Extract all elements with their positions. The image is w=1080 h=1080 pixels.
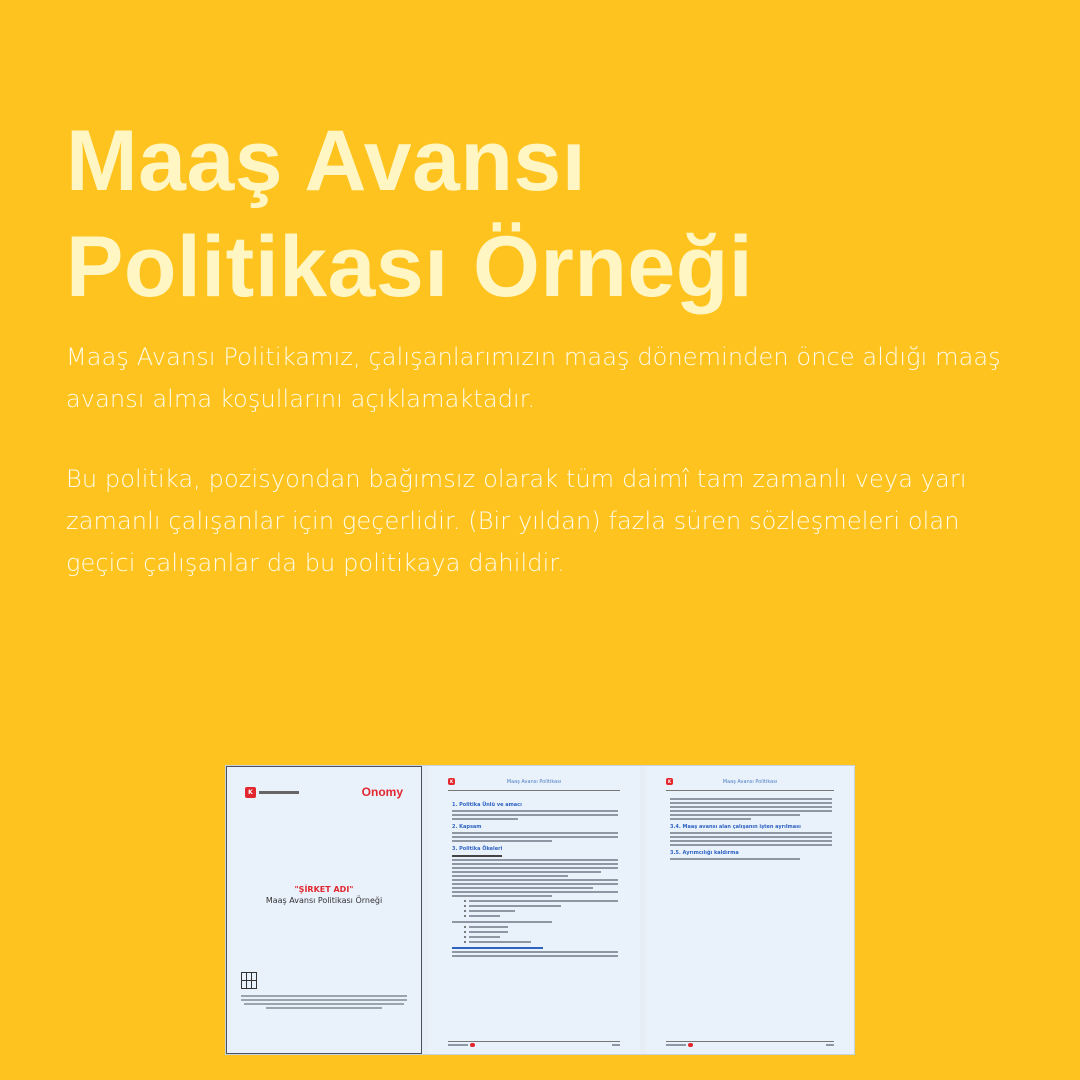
title-line-2: Politikası Örneği <box>66 219 754 315</box>
section-heading: 3. Politika Ökeleri <box>452 846 503 852</box>
scope-paragraph: Bu politika, pozisyondan bağımsız olarak tüm daimî tam zamanlı veya yarı zamanlı çalışanlar için geçerlidir. (Bir yıldan) fazla süren sözleşmeleri olan geçici çalışanlar da bu politikaya dahildir. <box>66 465 967 577</box>
content-page-3 <box>646 766 854 1054</box>
page-footer <box>448 1041 620 1050</box>
section-heading: 3.4. Maaş avansı alan çalışanın işten ayrılması <box>670 824 801 830</box>
cover-document-title: Maaş Avansı Politikası Örneği <box>265 896 383 905</box>
heart-icon <box>688 1043 693 1047</box>
heart-icon <box>470 1043 475 1047</box>
page-title <box>66 108 1026 320</box>
page-header-title: Maaş Avansı Politikası <box>722 779 778 785</box>
page-header <box>448 776 620 791</box>
section-heading: 1. Politika Ünlü ve amacı <box>452 802 522 808</box>
cover-company-name: "ŞİRKET ADI" <box>294 885 354 894</box>
cover-footnote <box>241 995 407 1011</box>
cover-info-table <box>241 972 257 989</box>
page-footer <box>666 1041 834 1050</box>
content-page-2 <box>428 766 640 1054</box>
cover-page <box>226 766 422 1054</box>
publisher-logo-icon: K <box>449 779 454 784</box>
section-heading: 3.5. Ayrımcılığı kaldırma <box>670 850 739 856</box>
page-header <box>666 776 834 791</box>
publisher-logo-icon: K <box>667 779 672 784</box>
title-line-1: Maaş Avansı <box>66 113 587 209</box>
brand-logo: Onomy <box>361 785 403 799</box>
publisher-logo <box>245 787 299 798</box>
document-preview <box>226 766 854 1054</box>
section-heading: 2. Kapsam <box>452 824 482 830</box>
page-header-title: Maaş Avansı Politikası <box>506 779 562 785</box>
publisher-logo-icon: K <box>245 787 256 798</box>
intro-paragraph: Maaş Avansı Politikamız, çalışanlarımızın maaş döneminden önce aldığı maaş avansı alma koşullarını açıklamaktadır. <box>66 343 1001 413</box>
